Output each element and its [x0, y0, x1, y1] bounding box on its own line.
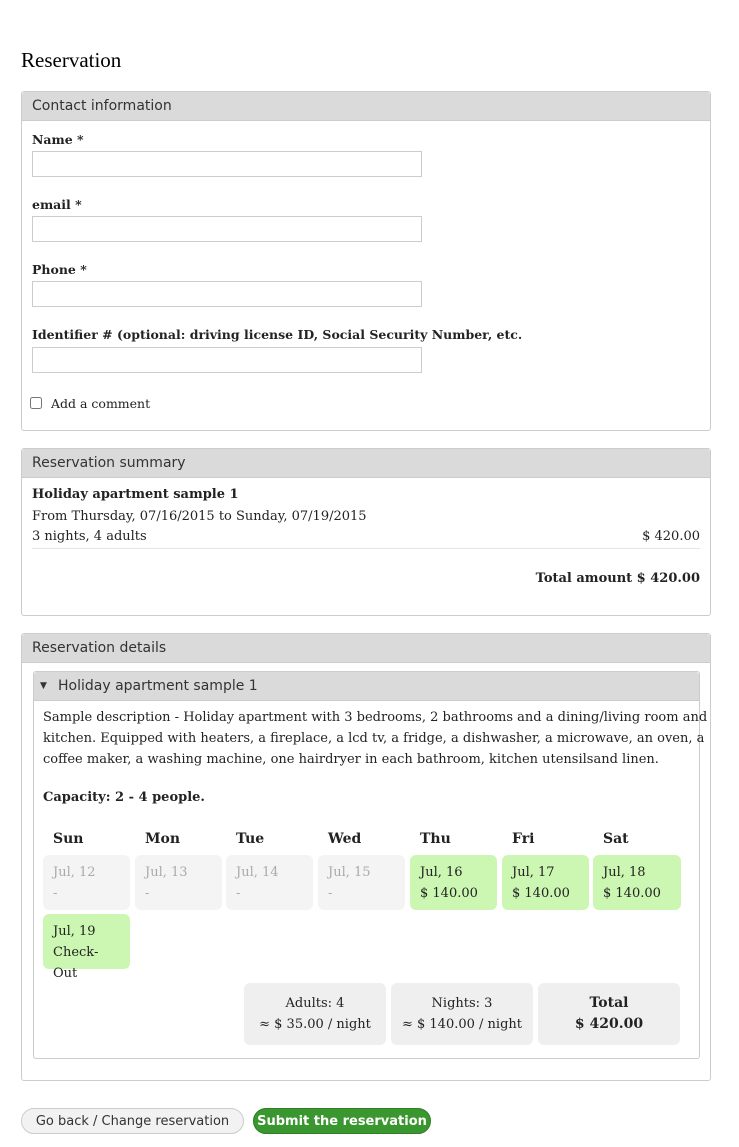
name-label: Name * — [32, 132, 84, 147]
calendar-day — [43, 855, 130, 910]
day-date: Jul, 13 — [145, 865, 188, 880]
calendar-day — [226, 855, 313, 910]
adults-rate: ≈ $ 35.00 / night — [259, 1017, 371, 1032]
day-header: Wed — [328, 831, 362, 847]
calendar-day-booked — [410, 855, 497, 910]
capacity: Capacity: 2 - 4 people. — [43, 790, 205, 805]
summary-dates: From Thursday, 07/16/2015 to Sunday, 07/19/2015 — [32, 509, 367, 524]
name-input[interactable] — [32, 151, 422, 177]
calendar-day-checkout — [43, 914, 130, 981]
summary-price: $ 420.00 — [642, 529, 700, 544]
summary-property: Holiday apartment sample 1 — [32, 487, 239, 502]
day-price: $ 140.00 — [420, 886, 478, 901]
summary-total: Total amount $ 420.00 — [535, 571, 700, 586]
day-header: Mon — [145, 831, 181, 847]
total-box — [538, 983, 680, 1045]
adults-count: Adults: 4 — [285, 996, 345, 1011]
total-value: $ 420.00 — [574, 1016, 644, 1032]
day-date: Jul, 18 — [603, 865, 646, 880]
day-price: - — [145, 886, 150, 901]
identifier-input[interactable] — [32, 347, 422, 373]
contact-header: Contact information — [22, 92, 710, 121]
day-header: Thu — [420, 831, 451, 847]
property-header[interactable] — [34, 672, 699, 701]
submit-button[interactable]: Submit the reservation — [253, 1108, 431, 1134]
phone-input[interactable] — [32, 281, 422, 307]
day-date: Jul, 19 — [53, 924, 96, 939]
calendar-day-booked — [593, 855, 681, 910]
day-price: - — [53, 886, 58, 901]
nights-count: Nights: 3 — [431, 996, 493, 1011]
adults-box — [244, 983, 386, 1045]
day-header: Sun — [53, 831, 84, 847]
day-header: Fri — [512, 831, 535, 847]
day-price: Check-Out — [53, 945, 99, 981]
day-price: - — [328, 886, 333, 901]
identifier-label: Identifier # (optional: driving license ID, Social Security Number, etc. — [32, 327, 523, 342]
day-price: $ 140.00 — [512, 886, 570, 901]
email-label: email * — [32, 197, 82, 212]
collapse-triangle-icon[interactable]: ▼ — [40, 681, 47, 691]
day-date: Jul, 16 — [420, 865, 463, 880]
day-price: $ 140.00 — [603, 886, 661, 901]
go-back-button[interactable]: Go back / Change reservation — [21, 1108, 244, 1134]
day-date: Jul, 12 — [53, 865, 96, 880]
day-price: - — [236, 886, 241, 901]
day-date: Jul, 17 — [512, 865, 555, 880]
page-title: Reservation — [21, 48, 122, 72]
property-title[interactable]: Holiday apartment sample 1 — [58, 678, 258, 694]
description-line: kitchen. Equipped with heaters, a fireplace, a lcd tv, a fridge, a dishwasher, a microwave, an oven, a — [43, 731, 705, 746]
description-line: coffee maker, a washing machine, one hairdryer in each bathroom, kitchen utensilsand linen. — [43, 752, 659, 767]
total-label: Total — [589, 995, 629, 1011]
add-comment-checkbox[interactable] — [30, 397, 42, 409]
divider — [32, 548, 700, 549]
description-line: Sample description - Holiday apartment with 3 bedrooms, 2 bathrooms and a dining/living room and — [43, 710, 708, 725]
calendar-day — [135, 855, 222, 910]
calendar-day-booked — [502, 855, 589, 910]
summary-stay: 3 nights, 4 adults — [32, 529, 147, 544]
day-header: Tue — [236, 831, 265, 847]
day-date: Jul, 14 — [236, 865, 279, 880]
phone-label: Phone * — [32, 262, 87, 277]
contact-fieldset — [21, 91, 711, 431]
day-date: Jul, 15 — [328, 865, 371, 880]
summary-fieldset — [21, 448, 711, 616]
add-comment-label[interactable]: Add a comment — [51, 396, 151, 411]
summary-header: Reservation summary — [22, 449, 710, 478]
email-input[interactable] — [32, 216, 422, 242]
day-header: Sat — [603, 831, 629, 847]
nights-box — [391, 983, 533, 1045]
nights-rate: ≈ $ 140.00 / night — [401, 1017, 522, 1032]
calendar-day — [318, 855, 405, 910]
details-header: Reservation details — [22, 634, 710, 663]
